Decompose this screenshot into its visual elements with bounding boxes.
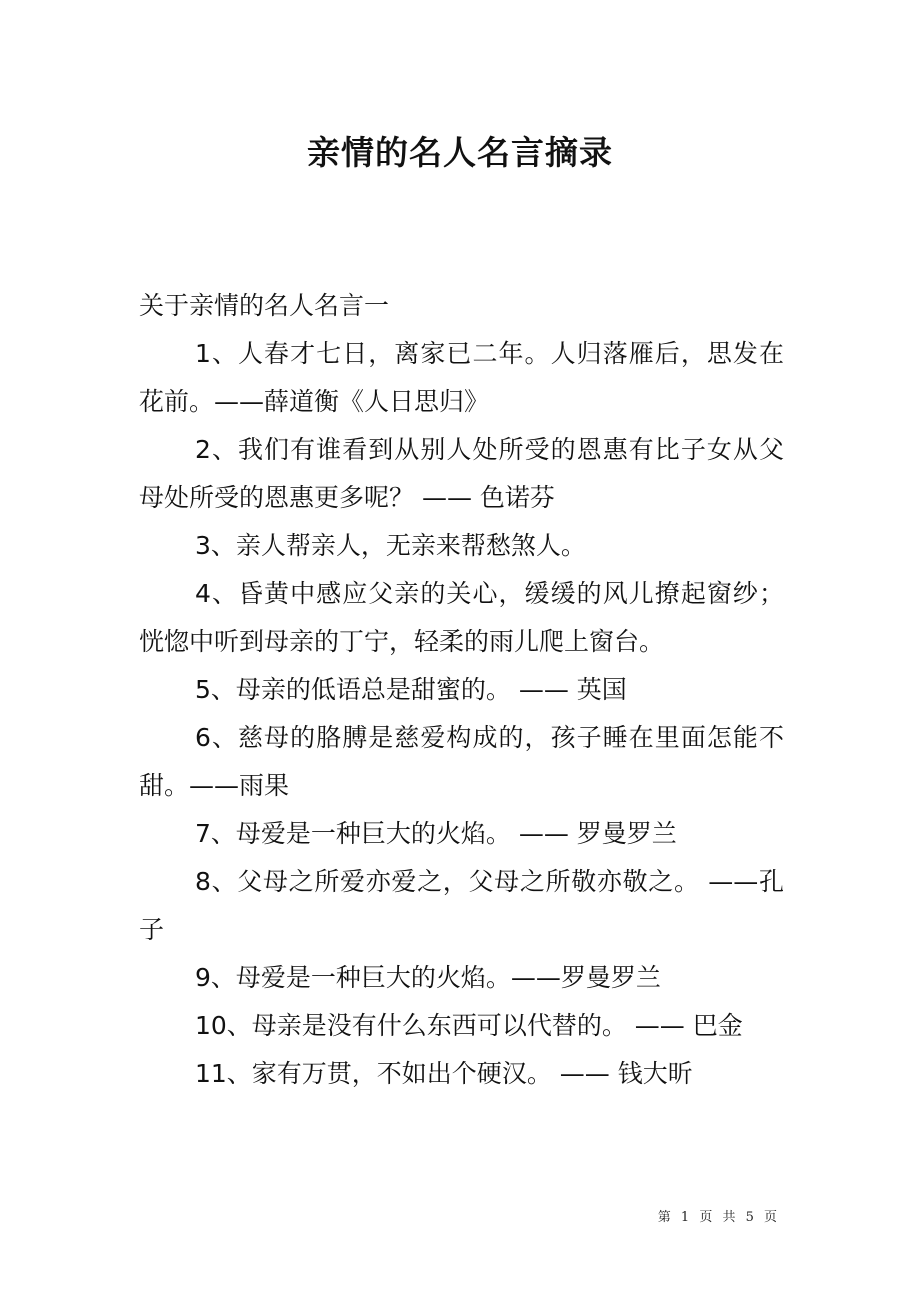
quote-1: 1、人春才七日，离家已二年。人归落雁后，思发在花前。——薛道衡《人日思归》 [139,339,784,416]
quote-11: 11、家有万贯，不如出个硬汉。 —— 钱大昕 [195,1059,693,1088]
document-body [139,282,784,1098]
quote-7: 7、母爱是一种巨大的火焰。 —— 罗曼罗兰 [195,819,677,848]
document-title: 亲情的名人名言摘录 [307,133,613,172]
page-number-footer: 第 1 页 共 5 页 [657,1210,780,1225]
quote-2: 2、我们有谁看到从别人处所受的恩惠有比子女从父母处所受的恩惠更多呢？ —— 色诺芬 [139,435,784,512]
section-heading: 关于亲情的名人名言一 [139,291,390,320]
quote-6: 6、慈母的胳膊是慈爱构成的，孩子睡在里面怎能不甜。——雨果 [139,723,784,800]
quote-9: 9、母爱是一种巨大的火焰。——罗曼罗兰 [195,963,661,992]
quote-8: 8、父母之所爱亦爱之，父母之所敬亦敬之。 ——孔子 [139,867,784,944]
quote-3: 3、亲人帮亲人，无亲来帮愁煞人。 [195,531,586,560]
quote-5: 5、母亲的低语总是甜蜜的。 —— 英国 [195,675,627,704]
quote-4: 4、昏黄中感应父亲的关心，缓缓的风儿撩起窗纱；恍惚中听到母亲的丁宁，轻柔的雨儿爬上窗台。 [139,579,784,656]
quote-10: 10、母亲是没有什么东西可以代替的。 —— 巴金 [195,1011,743,1040]
